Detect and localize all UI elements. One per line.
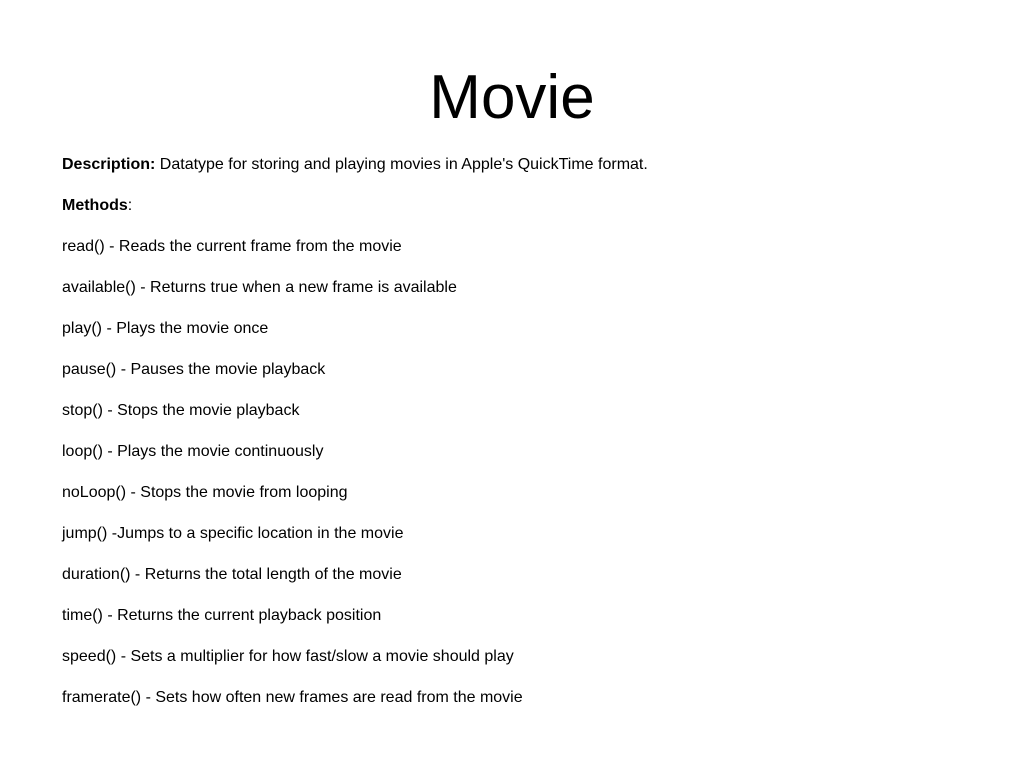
- method-item-read: read() - Reads the current frame from the movie: [62, 238, 402, 255]
- method-item-play: play() - Plays the movie once: [62, 320, 269, 337]
- description-label: Description:: [62, 156, 156, 173]
- method-item-noloop: noLoop() - Stops the movie from looping: [62, 484, 348, 501]
- method-item-jump: jump() -Jumps to a specific location in the movie: [62, 525, 404, 542]
- methods-label: Methods: [62, 197, 128, 214]
- slide-title: Movie: [429, 63, 595, 132]
- method-item-time: time() - Returns the current playback position: [62, 607, 382, 624]
- methods-heading: [62, 194, 982, 218]
- method-item-stop: stop() - Stops the movie playback: [62, 402, 300, 419]
- method-item-duration: duration() - Returns the total length of the movie: [62, 566, 402, 583]
- method-item-available: available() - Returns true when a new frame is available: [62, 279, 457, 296]
- slide-content: [62, 153, 982, 727]
- method-item-speed: speed() - Sets a multiplier for how fast/slow a movie should play: [62, 648, 514, 665]
- description-text: Datatype for storing and playing movies in Apple's QuickTime format.: [155, 156, 648, 173]
- method-item-pause: pause() - Pauses the movie playback: [62, 361, 326, 378]
- method-item-loop: loop() - Plays the movie continuously: [62, 443, 324, 460]
- method-item-framerate: framerate() - Sets how often new frames are read from the movie: [62, 689, 523, 706]
- description-line: [62, 153, 982, 177]
- methods-label-suffix: :: [127, 197, 133, 214]
